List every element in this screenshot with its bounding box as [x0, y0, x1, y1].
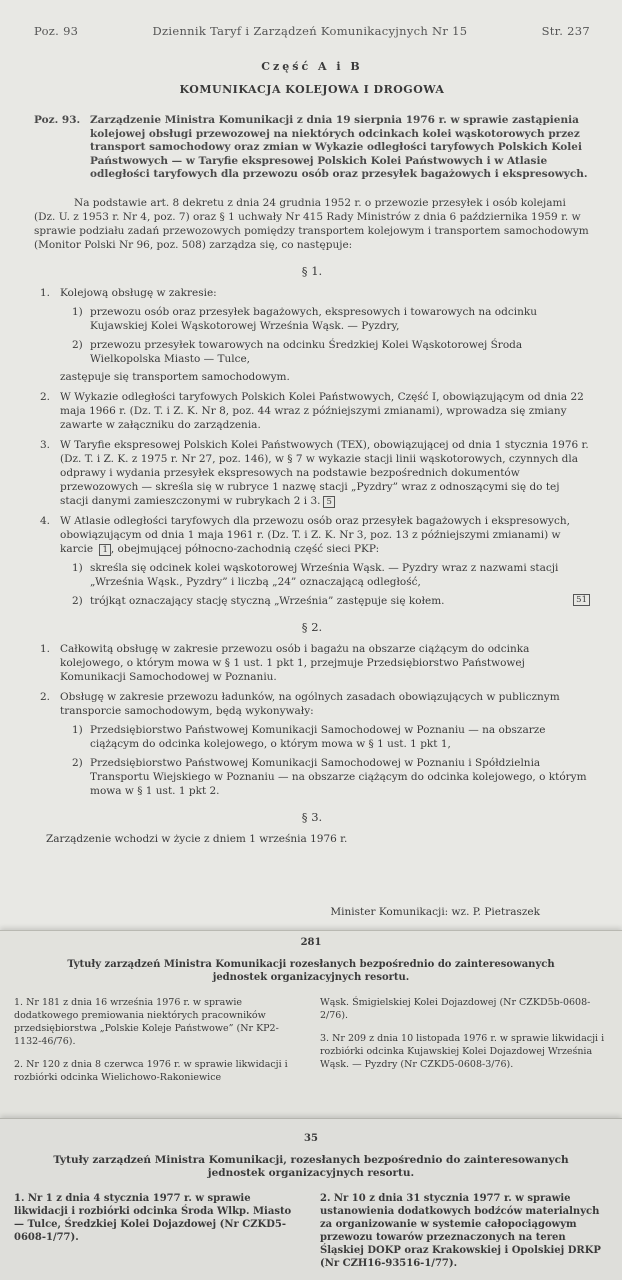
item-number: 2. [40, 390, 51, 403]
item-number: 1. [40, 286, 51, 299]
list-entry: 3. Nr 209 z dnia 10 listopada 1976 r. w sprawie likwidacji i rozbiórki odcinka Kujawskiej Kolei Dojazdowej Września Wąsk. — Pyzdry (Nr CZKD5-0608-3/76). [320, 1033, 605, 1070]
right-column [320, 996, 608, 1094]
para2-item-1 [34, 642, 590, 684]
subitem-number: 1) [72, 723, 83, 736]
subitem-text: Przedsiębiorstwo Państwowej Komunikacji Samochodowej w Poznaniu i Spółdzielnia Transportu Wiejskiego w Poznaniu — na obszarze ciążącym do odcinka kolejowego, o którym mowa w § 1 ust. 1 pkt 2. [90, 756, 587, 797]
signature: Minister Komunikacji: wz. P. Pietraszek [330, 905, 540, 918]
list-entry: 2. Nr 120 z dnia 8 czerwca 1976 r. w sprawie likwidacji i rozbiórki odcinka Wielichowo-Rakoniewice [14, 1059, 288, 1083]
item-closing: zastępuje się transportem samochodowym. [60, 370, 290, 383]
para1-item-2 [34, 390, 590, 432]
list-entry: 1. Nr 181 z dnia 16 września 1976 r. w sprawie dodatkowego premiowania niektórych pracowników przedsiębiorstwa „Polskie Koleje Państwowe” (Nr KP2-1132-46/76). [14, 997, 279, 1047]
subitem [60, 594, 590, 608]
item-number: 4. [40, 514, 51, 527]
item-number: 1. [40, 642, 51, 655]
subitem-text: skreśla się odcinek kolei wąskotorowej Września Wąsk. — Pyzdry wraz z nazwami stacji „Września Wąsk., Pyzdry” i liczbą „24” oznaczającą odległość, [90, 561, 559, 588]
paragraph-1-heading: § 1. [301, 263, 323, 278]
subitem [60, 338, 590, 366]
subitem-text: Przedsiębiorstwo Państwowej Komunikacji Samochodowej w Poznaniu — na obszarze ciążącym do odcinka kolejowego, o którym mowa w § 1 ust. 1 pkt 1, [90, 723, 546, 750]
list-entry: 2. Nr 10 z dnia 31 stycznia 1977 r. w sprawie ustanowienia dodatkowych bodźców materialnych za organizowanie w systemie całopociągowym przewozu towarów przeznaczonych na teren Śląskiej DOKP oraz Krakowskiej i Opolskiej DRKP (Nr CZH16-93516-1/77). [320, 1193, 601, 1269]
item-text: Obsługę w zakresie przewozu ładunków, na ogólnych zasadach obowiązujących w publicznym transporcie samochodowym, będą wykonywały: [60, 690, 560, 717]
footnote-box: 51 [573, 594, 590, 606]
footnote-box: 5 [323, 496, 334, 508]
right-column [320, 1192, 608, 1280]
subitem-number: 2) [72, 594, 83, 607]
paragraph-2-heading: § 2. [301, 619, 323, 634]
list-number: 35 [304, 1133, 318, 1144]
list-columns [14, 1192, 608, 1280]
list-281-sheet [0, 930, 622, 1125]
list-entry: Wąsk. Śmigielskiej Kolei Dojazdowej (Nr CZKD5b-0608-2/76). [320, 997, 591, 1021]
item-text: W Wykazie odległości taryfowych Polskich Kolei Państwowych, Część I, obowiązującym od dnia 22 maja 1966 r. (Dz. T. i Z. K. Nr 8, poz. 44 wraz z późniejszymi zmianami), wprowadza się zmiany zawarte w załączniku do zarządzenia. [60, 390, 584, 431]
item-text: Kolejową obsługę w zakresie: [60, 286, 217, 299]
preamble: Na podstawie art. 8 dekretu z dnia 24 grudnia 1952 r. o przewozie przesyłek i osób kolejami (Dz. U. z 1953 r. Nr 4, poz. 7) oraz § 1 uchwały Nr 415 Rady Ministrów z dnia 6 października 1959 r. w sprawie podziału zadań przewozowych pomiędzy transportem kolejowym i transportem samochodowym (Monitor Polski Nr 96, poz. 508) zarządza się, co następuje: [34, 196, 589, 251]
subitem [60, 723, 590, 751]
subitem-number: 1) [72, 305, 83, 318]
header-position: Poz. 93 [34, 24, 79, 38]
list-title: Tytuły zarządzeń Ministra Komunikacji rozesłanych bezpośrednio do zainteresowanych jednostek organizacyjnych resortu. [67, 959, 555, 983]
paragraph-3-heading: § 3. [301, 809, 323, 824]
item-text: W Taryfie ekspresowej Polskich Kolei Państwowych (TEX), obowiązującej od dnia 1 stycznia 1976 r. (Dz. T. i Z. K. z 1975 r. Nr 27, poz. 146), w § 7 w wykazie stacji linii wąskotorowych, czynnych dla odprawy i wydania przesyłek ekspresowych na podstawie bezpośrednich dokumentów przewozowych — skreśla się w rubryce 1 nazwę stacji „Pyzdry” wraz z odnoszącymi się do tej stacji danymi zamieszczonymi w rubrykach 2 i 3. [60, 438, 589, 507]
left-column [14, 1192, 302, 1280]
list-title: Tytuły zarządzeń Ministra Komunikacji, rozesłanych bezpośrednio do zainteresowanych jednostek organizacyjnych resortu. [53, 1154, 569, 1179]
header-journal: Dziennik Taryf i Zarządzeń Komunikacyjnych Nr 15 [152, 24, 468, 38]
subitem-number: 2) [72, 338, 83, 351]
para3-text: Zarządzenie wchodzi w życie z dniem 1 września 1976 r. [46, 832, 348, 845]
item-text-continued: , obejmującej północno-zachodnią część sieci PKP: [110, 542, 380, 555]
item-number: 2. [40, 690, 51, 703]
para1-item-4 [34, 514, 590, 608]
subitem-number: 2) [72, 756, 83, 769]
subitem-text: przewozu przesyłek towarowych na odcinku Średzkiej Kolei Wąskotorowej Środa Wielkopolska Miasto — Tulce, [90, 338, 523, 365]
subitem-text: przewozu osób oraz przesyłek bagażowych, ekspresowych i towarowych na odcinku Kujawskiej Kolei Wąskotorowej Września Wąsk. — Pyzdry, [90, 305, 537, 332]
list-35-sheet [0, 1118, 622, 1280]
regulation-label: Poz. 93. [34, 114, 81, 126]
part-title: Część A i B [261, 60, 363, 73]
map-sheet-box: 1 [99, 544, 110, 556]
running-header [34, 0, 590, 38]
subitem-number: 1) [72, 561, 83, 574]
regulation-heading [34, 114, 590, 182]
subitem-text: trójkąt oznaczający stację styczną „Września” zastępuje się kołem. [90, 594, 445, 607]
para1-item-1 [34, 286, 590, 384]
subitem [60, 756, 590, 798]
regulation-title: Zarządzenie Ministra Komunikacji z dnia 19 sierpnia 1976 r. w sprawie zastąpienia kolejowej obsługi przewozowej na niektórych odcinkach kolei wąskotorowych przez transport samochodowy oraz zmian w Wykazie odległości taryfowych Polskich Kolei Państwowych — w Taryfie ekspresowej Polskich Kolei Państwowych i w Atlasie odległości taryfowych dla przewozu osób oraz przesyłek bagażowych i ekspresowych. [90, 114, 588, 180]
left-column [14, 996, 302, 1094]
item-number: 3. [40, 438, 51, 451]
section-title: KOMUNIKACJA KOLEJOWA I DROGOWA [179, 83, 445, 96]
list-entry: 1. Nr 1 z dnia 4 stycznia 1977 r. w sprawie likwidacji i rozbiórki odcinka Środa Wlkp. Miasto — Tulce, Średzkiej Kolei Dojazdowej (Nr CZKD5-0608-1/77). [14, 1193, 292, 1243]
para2-item-2 [34, 690, 590, 798]
list-columns [14, 996, 608, 1094]
subitem [60, 561, 590, 589]
para1-item-3 [34, 438, 590, 508]
subitem [60, 305, 590, 333]
list-number: 281 [300, 937, 322, 948]
item-text: Całkowitą obsługę w zakresie przewozu osób i bagażu na obszarze ciążącym do odcinka kolejowego, o którym mowa w § 1 ust. 1 pkt 1, przejmuje Przedsiębiorstwo Państwowej Komunikacji Samochodowej w Poznaniu. [60, 642, 530, 683]
item-text: W Atlasie odległości taryfowych dla przewozu osób oraz przesyłek bagażowych i ekspresowych, obowiązującym od dnia 1 maja 1961 r. (Dz. T. i Z. K. Nr 3, poz. 13 z późniejszymi zmianami) w karcie [60, 514, 570, 555]
header-page-number: Str. 237 [541, 24, 590, 38]
